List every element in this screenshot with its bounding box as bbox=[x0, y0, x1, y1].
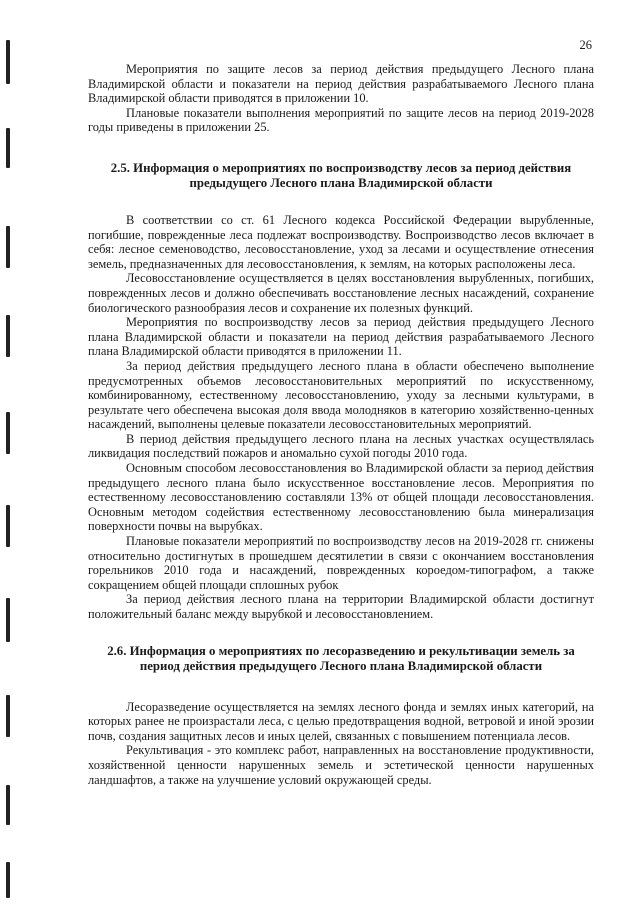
binding-mark bbox=[6, 128, 10, 168]
section-paragraph: Рекультивация - это комплекс работ, направленных на восстановление продуктивности, хозяйственной ценности нарушенных земель и эстетической ценности нарушенных ландшафтов, а также на улучшение условий окружающей среды. bbox=[88, 743, 594, 787]
binding-mark bbox=[6, 785, 10, 825]
page-number: 26 bbox=[579, 38, 592, 52]
section-paragraph: Мероприятия по воспроизводству лесов за период действия предыдущего Лесного плана Владимирской области и показатели на период действия разрабатываемого Лесного плана Владимирской области приводятся в приложении 11. bbox=[88, 315, 594, 359]
section-paragraph: За период действия лесного плана на территории Владимирской области достигнут положительный баланс между вырубкой и лесовосстановлением. bbox=[88, 592, 594, 621]
document-body bbox=[88, 62, 594, 787]
binding-mark bbox=[6, 412, 10, 454]
section-heading-2-6: 2.6. Информация о мероприятиях по лесоразведению и рекультивации земель за период действия предыдущего Лесного плана Владимирской области bbox=[107, 643, 575, 673]
section-heading-2-5: 2.5. Информация о мероприятиях по воспроизводству лесов за период действия предыдущего Лесного плана Владимирской области bbox=[110, 160, 572, 190]
intro-paragraph: Плановые показатели выполнения мероприятий по защите лесов на период 2019-2028 годы приведены в приложении 25. bbox=[88, 105, 594, 135]
binding-mark bbox=[6, 226, 10, 268]
binding-mark bbox=[6, 315, 10, 357]
section-paragraph: Лесоразведение осуществляется на землях лесного фонда и землях иных категорий, на которых ранее не произрастали леса, с целью предотвращения водной, ветровой и иной эрозии почв, создания защитных лесов и иных целей, связанных с повышением потенциала лесов. bbox=[88, 699, 594, 743]
binding-mark bbox=[6, 598, 10, 642]
binding-mark bbox=[6, 862, 10, 898]
binding-mark bbox=[6, 40, 10, 84]
binding-mark bbox=[6, 505, 10, 547]
binding-mark bbox=[6, 695, 10, 737]
intro-paragraph: Мероприятия по защите лесов за период действия предыдущего Лесного плана Владимирской области и показатели на период действия разрабатываемого Лесного плана Владимирской области приводятся в приложении 10. bbox=[88, 62, 594, 106]
section-paragraph: Лесовосстановление осуществляется в целях восстановления вырубленных, погибших, поврежденных лесов и должно обеспечивать восстановление лесных насаждений, сохранение биологического разнообразия лесов и сохранение их полезных функций. bbox=[88, 271, 594, 315]
section-paragraph: Основным способом лесовосстановления во Владимирской области за период действия предыдущего лесного плана было искусственное восстановление лесов. Мероприятия по естественному лесовосстановлению составляли 13% от общей площади лесовосстановления. Основным методом содействия естественному лесовосстановлению была минерализация поверхности почвы на вырубках. bbox=[88, 461, 594, 534]
section-paragraph: За период действия предыдущего лесного плана в области обеспечено выполнение предусмотренных объемов лесовосстановительных мероприятий по искусственному, комбинированному, естественному лесовосстановлению, уходу за лесными культурами, в результате чего обеспечена высокая доля ввода молодняков в категорию хозяйственно-ценных насаждений, выполнены целевые показатели лесовосстановительных мероприятий. bbox=[88, 358, 594, 432]
section-paragraph: В соответствии со ст. 61 Лесного кодекса Российской Федерации вырубленные, погибшие, поврежденные леса подлежат воспроизводству. Воспроизводство лесов включает в себя: лесное семеноводство, лесовосстановление, уход за лесами и осуществление отнесения земель, предназначенных для лесовосстановления, к землям, на которых расположены леса. bbox=[88, 212, 594, 271]
section-paragraph: Плановые показатели мероприятий по воспроизводству лесов на 2019-2028 гг. снижены относительно достигнутых в прошедшем десятилетии в связи с окончанием восстановления горельников 2010 года и насаждений, поврежденных короедом-типографом, а также сокращением общей площади сплошных рубок bbox=[88, 534, 594, 592]
section-paragraph: В период действия предыдущего лесного плана на лесных участках осуществлялась ликвидация последствий пожаров и аномально сухой погоды 2010 года. bbox=[88, 431, 594, 461]
